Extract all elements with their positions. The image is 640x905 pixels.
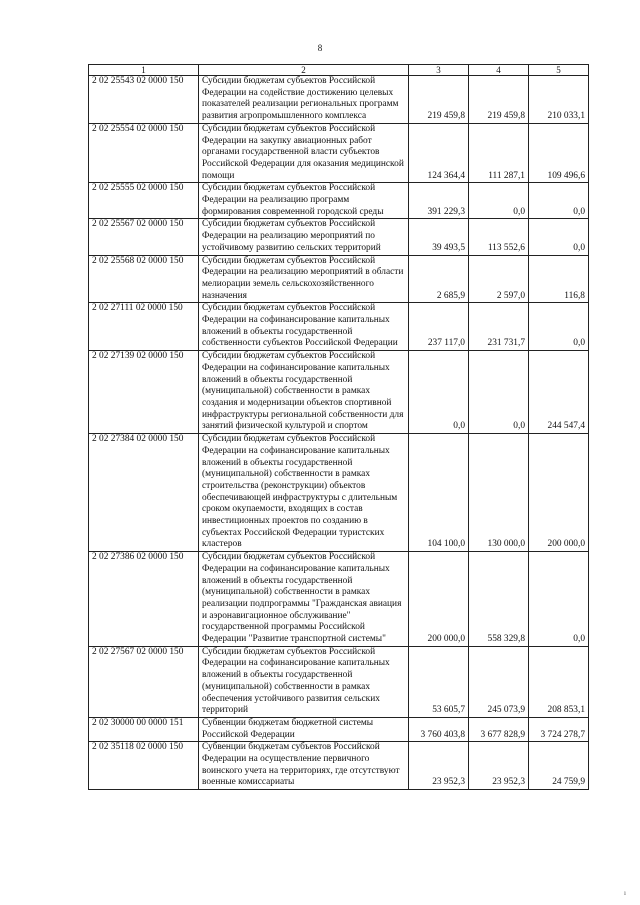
row-name: Субвенции бюджетам субъектов Российской Федерации на осуществление первичного воинского учета на территориях, где отсутствуют военные комиссариаты bbox=[199, 742, 409, 790]
column-header: 1 bbox=[89, 65, 199, 76]
row-value-col3: 0,0 bbox=[409, 351, 469, 434]
row-name: Субсидии бюджетам субъектов Российской Федерации на софинансирование капитальных вложений в объекты государственной собственности субъектов Российской Федерации bbox=[199, 303, 409, 351]
row-value-col5: 208 853,1 bbox=[529, 646, 589, 717]
row-code: 2 02 25543 02 0000 150 bbox=[89, 76, 199, 124]
row-name: Субсидии бюджетам субъектов Российской Федерации на софинансирование капитальных вложений в объекты государственной (муниципальной) собственности в рамках создания и модернизации объектов спортивной инфраструктуры региональной собственности для занятий физической культурой и спортом bbox=[199, 351, 409, 434]
row-code: 2 02 27386 02 0000 150 bbox=[89, 552, 199, 647]
row-value-col4: 23 952,3 bbox=[469, 742, 529, 790]
corner-mark: ı bbox=[624, 889, 626, 897]
row-value-col5: 24 759,9 bbox=[529, 742, 589, 790]
row-name: Субсидии бюджетам субъектов Российской Федерации на реализацию программ формирования современной городской среды bbox=[199, 183, 409, 219]
row-code: 2 02 25568 02 0000 150 bbox=[89, 255, 199, 303]
row-value-col4: 111 287,1 bbox=[469, 123, 529, 183]
table-row bbox=[89, 646, 589, 717]
row-name: Субсидии бюджетам субъектов Российской Федерации на содействие достижению целевых показателей реализации региональных программ развития агропромышленного комплекса bbox=[199, 76, 409, 124]
row-value-col3: 237 117,0 bbox=[409, 303, 469, 351]
row-value-col5: 200 000,0 bbox=[529, 434, 589, 552]
row-name: Субсидии бюджетам субъектов Российской Федерации на софинансирование капитальных вложений в объекты государственной (муниципальной) собственности в рамках реализации подпрограммы "Гражданская авиация и аэронавигационное обслуживание" государственной программы Российской Федерации "Развитие транспортной системы" bbox=[199, 552, 409, 647]
table-row bbox=[89, 76, 589, 124]
row-value-col5: 0,0 bbox=[529, 183, 589, 219]
row-value-col3: 104 100,0 bbox=[409, 434, 469, 552]
row-value-col3: 2 685,9 bbox=[409, 255, 469, 303]
row-value-col5: 0,0 bbox=[529, 219, 589, 255]
table-row bbox=[89, 123, 589, 183]
row-value-col3: 219 459,8 bbox=[409, 76, 469, 124]
row-name: Субвенции бюджетам бюджетной системы Российской Федерации bbox=[199, 717, 409, 741]
column-header: 4 bbox=[469, 65, 529, 76]
row-value-col5: 244 547,4 bbox=[529, 351, 589, 434]
table-row bbox=[89, 742, 589, 790]
row-code: 2 02 25555 02 0000 150 bbox=[89, 183, 199, 219]
row-code: 2 02 27111 02 0000 150 bbox=[89, 303, 199, 351]
row-value-col5: 3 724 278,7 bbox=[529, 717, 589, 741]
row-name: Субсидии бюджетам субъектов Российской Федерации на софинансирование капитальных вложений в объекты государственной (муниципальной) собственности в рамках обеспечения устойчивого развития сельских территорий bbox=[199, 646, 409, 717]
row-value-col4: 219 459,8 bbox=[469, 76, 529, 124]
row-value-col4: 0,0 bbox=[469, 351, 529, 434]
row-value-col4: 2 597,0 bbox=[469, 255, 529, 303]
column-header: 2 bbox=[199, 65, 409, 76]
table-row bbox=[89, 219, 589, 255]
row-code: 2 02 25554 02 0000 150 bbox=[89, 123, 199, 183]
row-value-col3: 124 364,4 bbox=[409, 123, 469, 183]
row-value-col4: 558 329,8 bbox=[469, 552, 529, 647]
row-value-col3: 23 952,3 bbox=[409, 742, 469, 790]
row-code: 2 02 35118 02 0000 150 bbox=[89, 742, 199, 790]
row-name: Субсидии бюджетам субъектов Российской Федерации на реализацию мероприятий по устойчивому развитию сельских территорий bbox=[199, 219, 409, 255]
row-code: 2 02 27567 02 0000 150 bbox=[89, 646, 199, 717]
header-row bbox=[89, 65, 589, 76]
row-value-col3: 3 760 403,8 bbox=[409, 717, 469, 741]
row-value-col4: 231 731,7 bbox=[469, 303, 529, 351]
row-name: Субсидии бюджетам субъектов Российской Федерации на закупку авиационных работ органами государственной власти субъектов Российской Федерации для оказания медицинской помощи bbox=[199, 123, 409, 183]
table-row bbox=[89, 255, 589, 303]
table-row bbox=[89, 434, 589, 552]
row-value-col3: 53 605,7 bbox=[409, 646, 469, 717]
row-value-col3: 39 493,5 bbox=[409, 219, 469, 255]
row-value-col4: 130 000,0 bbox=[469, 434, 529, 552]
row-value-col4: 3 677 828,9 bbox=[469, 717, 529, 741]
table-row bbox=[89, 183, 589, 219]
row-name: Субсидии бюджетам субъектов Российской Федерации на реализацию мероприятий в области мелиорации земель сельскохозяйственного назначения bbox=[199, 255, 409, 303]
row-value-col5: 116,8 bbox=[529, 255, 589, 303]
table-row bbox=[89, 552, 589, 647]
table-row bbox=[89, 351, 589, 434]
table-row bbox=[89, 717, 589, 741]
column-header: 5 bbox=[529, 65, 589, 76]
row-code: 2 02 27384 02 0000 150 bbox=[89, 434, 199, 552]
page-number: 8 bbox=[317, 43, 323, 53]
row-value-col3: 391 229,3 bbox=[409, 183, 469, 219]
table-row bbox=[89, 303, 589, 351]
column-header: 3 bbox=[409, 65, 469, 76]
row-value-col5: 0,0 bbox=[529, 552, 589, 647]
row-code: 2 02 25567 02 0000 150 bbox=[89, 219, 199, 255]
row-name: Субсидии бюджетам субъектов Российской Федерации на софинансирование капитальных вложений в объекты государственной (муниципальной) собственности в рамках строительства (реконструкции) объектов обеспечивающей инфраструктуры с длительным сроком окупаемости, входящих в состав инвестиционных проектов по созданию в субъектах Российской Федерации туристских кластеров bbox=[199, 434, 409, 552]
row-value-col5: 109 496,6 bbox=[529, 123, 589, 183]
row-value-col4: 245 073,9 bbox=[469, 646, 529, 717]
row-code: 2 02 27139 02 0000 150 bbox=[89, 351, 199, 434]
budget-table bbox=[88, 64, 589, 790]
row-value-col5: 210 033,1 bbox=[529, 76, 589, 124]
row-code: 2 02 30000 00 0000 151 bbox=[89, 717, 199, 741]
row-value-col5: 0,0 bbox=[529, 303, 589, 351]
row-value-col4: 113 552,6 bbox=[469, 219, 529, 255]
row-value-col3: 200 000,0 bbox=[409, 552, 469, 647]
row-value-col4: 0,0 bbox=[469, 183, 529, 219]
